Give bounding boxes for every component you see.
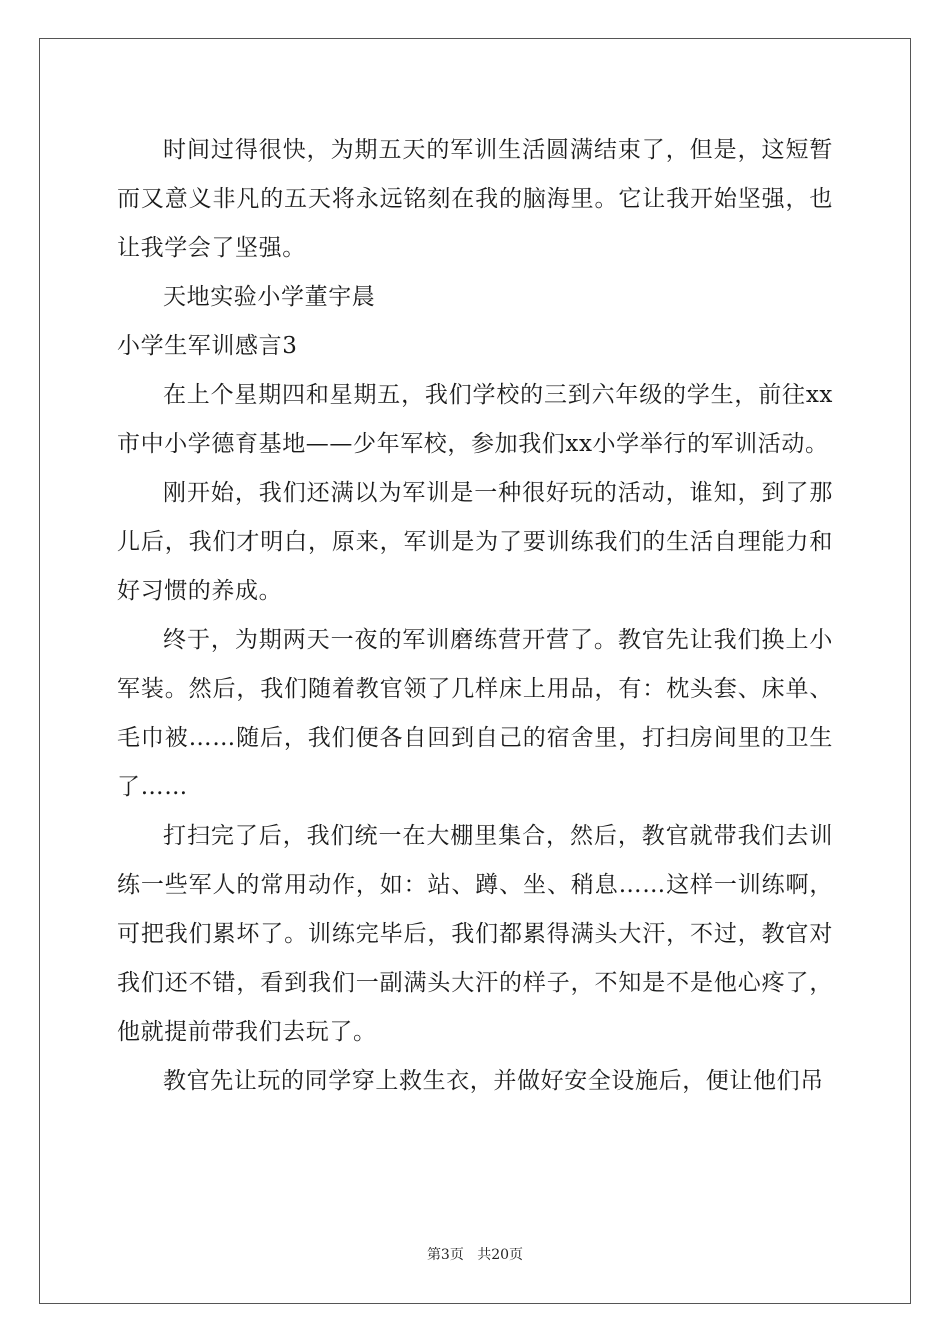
- paragraph-intro: 在上个星期四和星期五，我们学校的三到六年级的学生，前往xx市中小学德育基地——少年军校，参加我们xx小学举行的军训活动。: [117, 382, 833, 457]
- page-total: 共20页: [477, 1247, 524, 1263]
- document-body: [117, 126, 833, 1106]
- paragraph-expectation: 刚开始，我们还满以为军训是一种很好玩的活动，谁知，到了那儿后，我们才明白，原来，军训是为了要训练我们的生活自理能力和好习惯的养成。: [117, 480, 833, 604]
- page-number: 第3页: [426, 1247, 464, 1263]
- paragraph-conclusion: 时间过得很快，为期五天的军训生活圆满结束了，但是，这短暂而又意义非凡的五天将永远铭刻在我的脑海里。它让我开始坚强，也让我学会了坚强。: [117, 137, 833, 261]
- page-footer: [0, 1244, 950, 1264]
- author-line: 天地实验小学董宇晨: [163, 284, 376, 310]
- section-heading: 小学生军训感言3: [117, 333, 298, 359]
- paragraph-camp-start: 终于，为期两天一夜的军训磨练营开营了。教官先让我们换上小军装。然后，我们随着教官领了几样床上用品，有：枕头套、床单、毛巾被……随后，我们便各自回到自己的宿舍里，打扫房间里的卫生了……: [117, 627, 833, 800]
- paragraph-activity: 教官先让玩的同学穿上救生衣，并做好安全设施后，便让他们吊: [163, 1068, 824, 1094]
- paragraph-training: 打扫完了后，我们统一在大棚里集合，然后，教官就带我们去训练一些军人的常用动作，如：站、蹲、坐、稍息……这样一训练啊，可把我们累坏了。训练完毕后，我们都累得满头大汗，不过，教官对我们还不错，看到我们一副满头大汗的样子，不知是不是他心疼了，他就提前带我们去玩了。: [117, 823, 833, 1045]
